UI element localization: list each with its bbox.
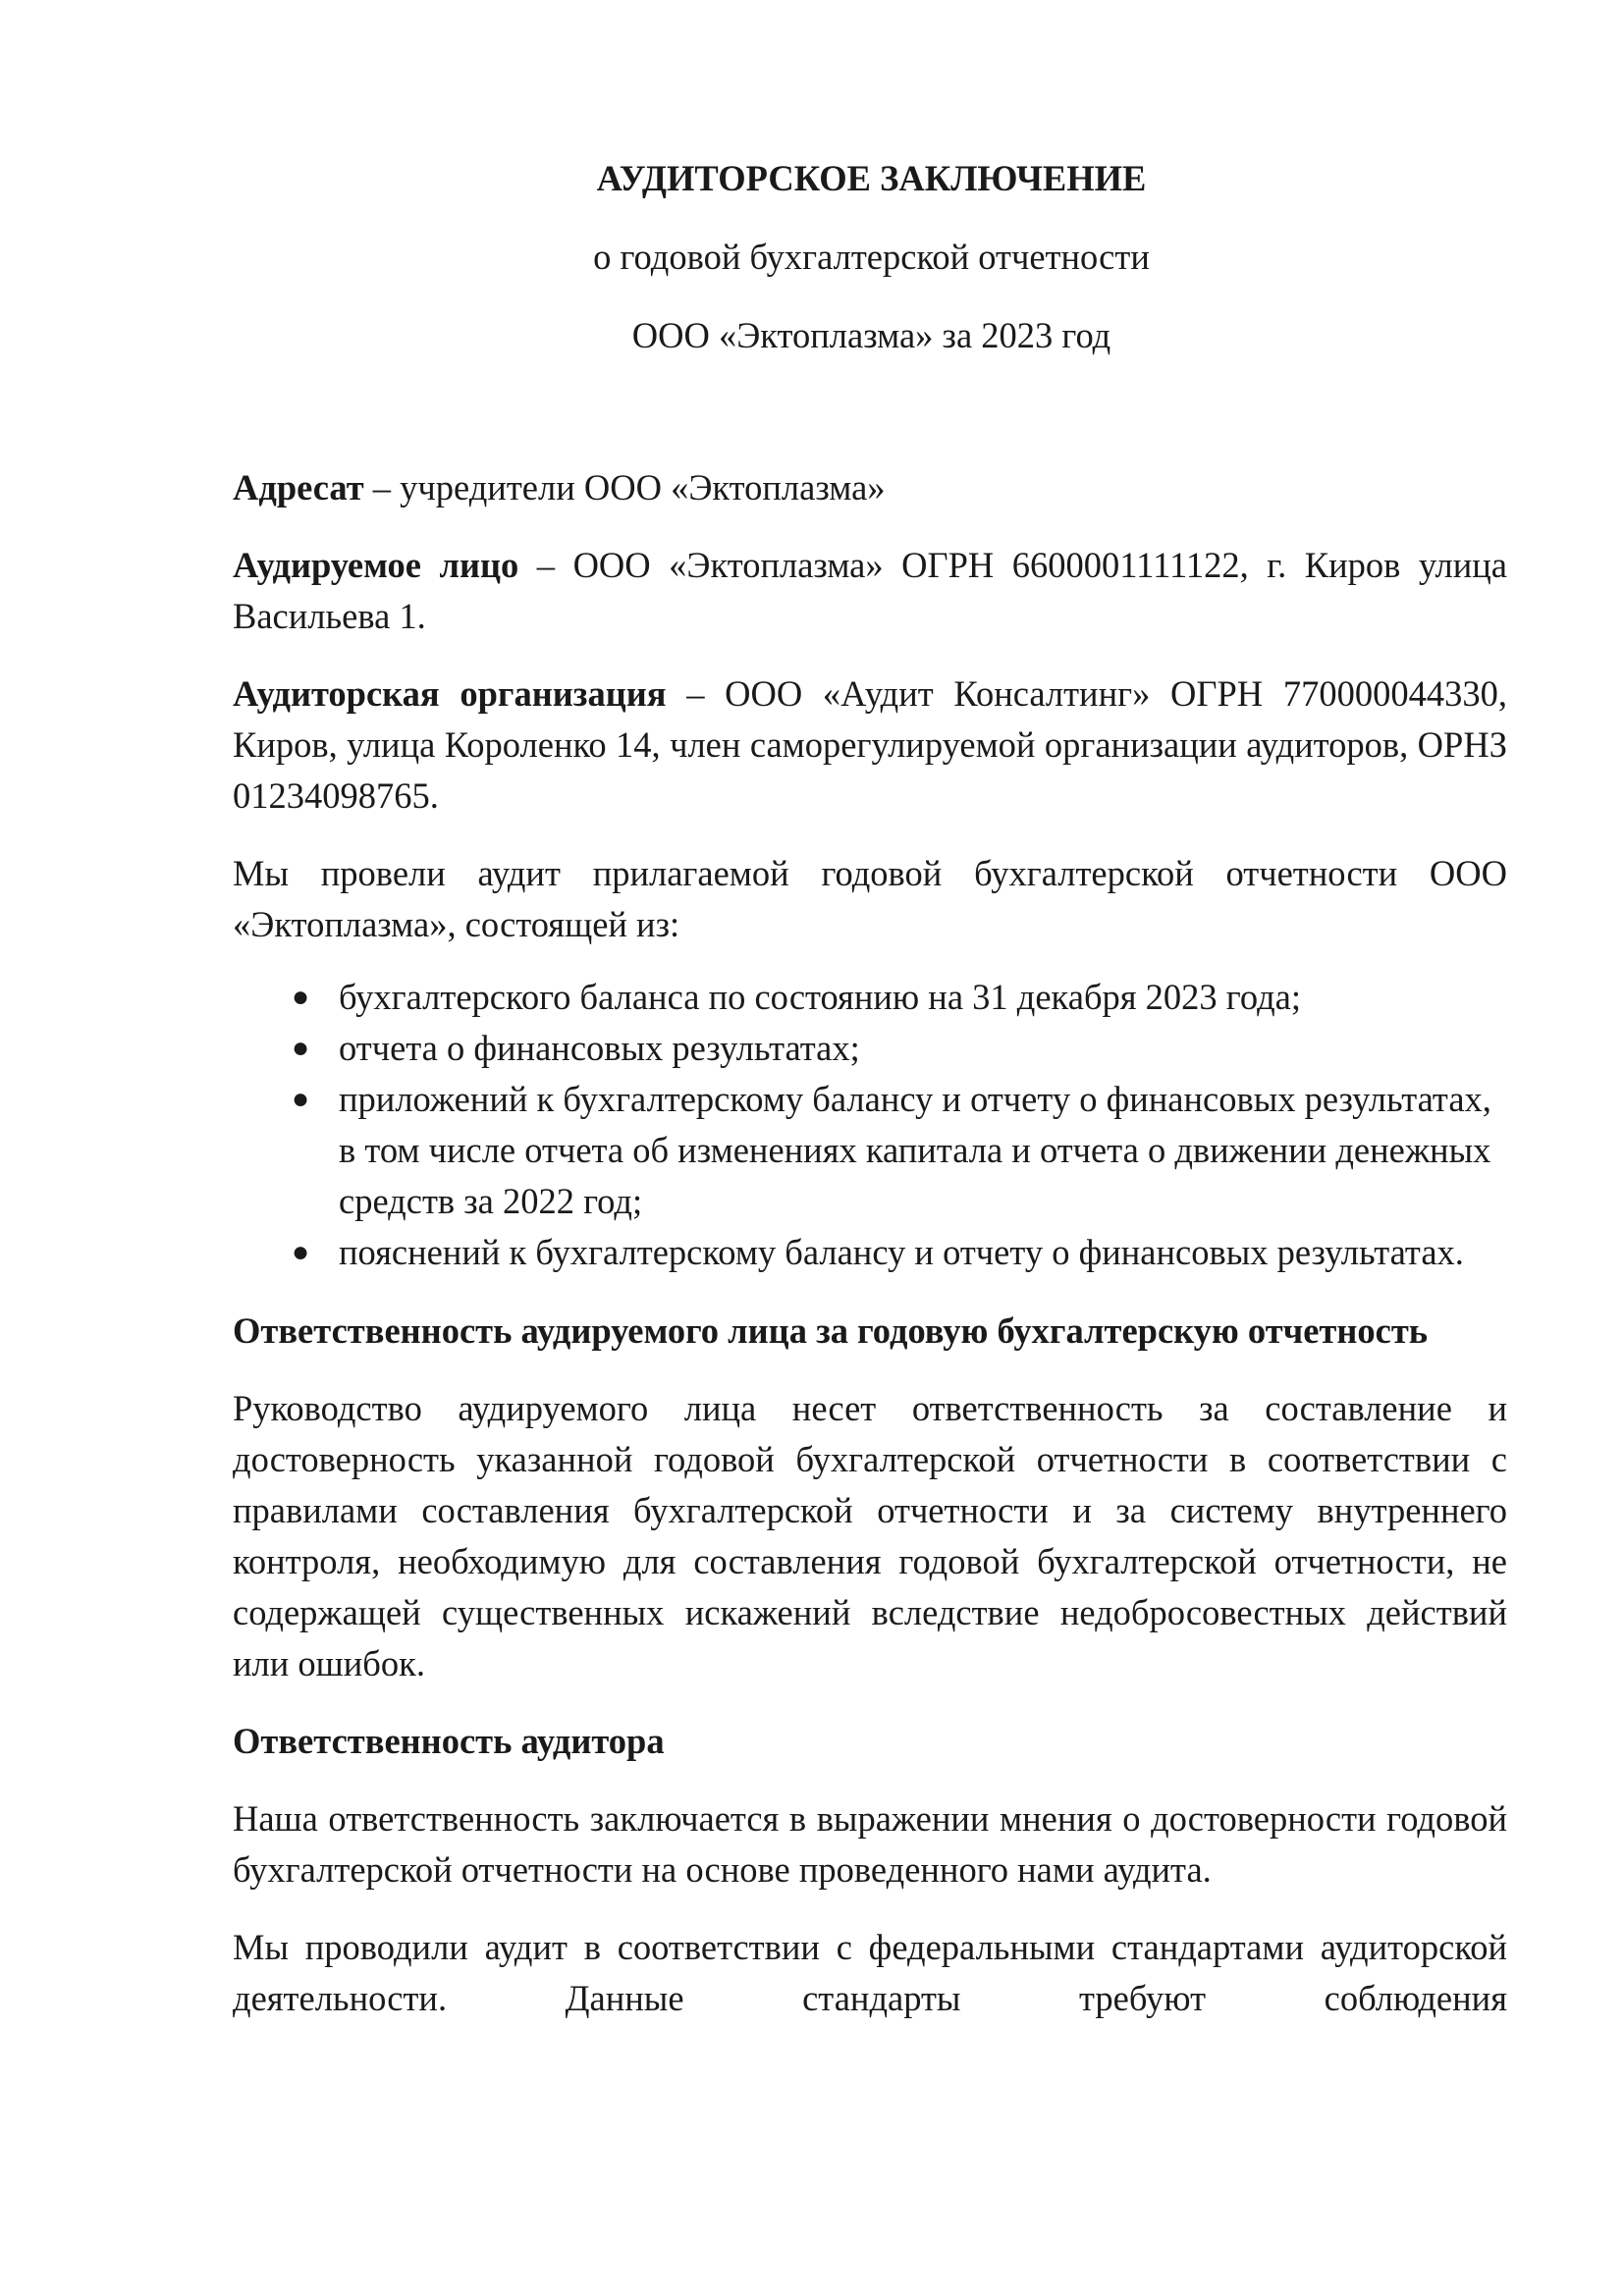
document-subtitle: о годовой бухгалтерской отчетности — [593, 237, 1150, 277]
addressee-paragraph — [233, 462, 1507, 513]
bullet-icon: ● — [292, 1032, 310, 1064]
audited-entity-label: Аудируемое лицо — [233, 545, 519, 585]
audit-standards-paragraph: Мы проводили аудит в соответствии с федеральными стандартами аудиторской деятельности. Данные стандарты требуют соблюдения — [233, 1927, 1507, 2018]
addressee-text: – учредители ООО «Эктоплазма» — [363, 467, 886, 507]
list-item-text: пояснений к бухгалтерскому балансу и отчету о финансовых результатах. — [339, 1232, 1464, 1272]
list-item — [233, 1074, 1507, 1227]
statement-parts-list — [233, 972, 1507, 1278]
addressee-label: Адресат — [233, 467, 364, 507]
list-item-text: отчета о финансовых результатах; — [339, 1028, 860, 1068]
bullet-icon: ● — [292, 981, 310, 1013]
bullet-icon: ● — [292, 1236, 310, 1268]
intro-paragraph: Мы провели аудит прилагаемой годовой бухгалтерской отчетности ООО «Эктоплазма», состоящей из: — [233, 853, 1507, 944]
bullet-icon: ● — [292, 1083, 310, 1115]
audited-entity-paragraph — [233, 540, 1507, 642]
audit-organization-paragraph — [233, 668, 1507, 822]
list-item-text: бухгалтерского баланса по состоянию на 31 декабря 2023 года; — [339, 977, 1301, 1017]
audit-organization-text: – ООО «Аудит Консалтинг» ОГРН 770000044330, Киров, улица Короленко 14, член саморегулируемой организации аудиторов, ОРНЗ 01234098765. — [233, 673, 1507, 816]
document-body — [233, 462, 1507, 2024]
audit-organization-label: Аудиторская организация — [233, 673, 667, 714]
entity-responsibility-paragraph: Руководство аудируемого лица несет ответственность за составление и достоверность указанной годовой бухгалтерской отчетности в соответствии с правилами составления бухгалтерской отчетности и за систему внутреннего контроля, необходимую для составления годовой бухгалтерской отчетности, не содержащей существенных искажений вследствие недобросовестных действий или ошибок. — [233, 1388, 1507, 1683]
document-title: АУДИТОРСКОЕ ЗАКЛЮЧЕНИЕ — [596, 158, 1147, 198]
section-heading-auditor-responsibility: Ответственность аудитора — [233, 1721, 665, 1761]
list-item — [233, 972, 1507, 1023]
list-item — [233, 1227, 1507, 1278]
section-heading-entity-responsibility: Ответственность аудируемого лица за годовую бухгалтерскую отчетность — [233, 1310, 1429, 1351]
audited-entity-text: – ООО «Эктоплазма» ОГРН 6600001111122, г. Киров улица Васильева 1. — [233, 545, 1507, 636]
document-subtitle-entity-year: ООО «Эктоплазма» за 2023 год — [631, 315, 1111, 355]
list-item — [233, 1023, 1507, 1074]
list-item-text: приложений к бухгалтерскому балансу и отчету о финансовых результатах, в том числе отчета об изменениях капитала и отчета о движении денежных средств за 2022 год; — [339, 1079, 1491, 1221]
auditor-responsibility-paragraph: Наша ответственность заключается в выражении мнения о достоверности годовой бухгалтерской отчетности на основе проведенного нами аудита. — [233, 1798, 1507, 1890]
